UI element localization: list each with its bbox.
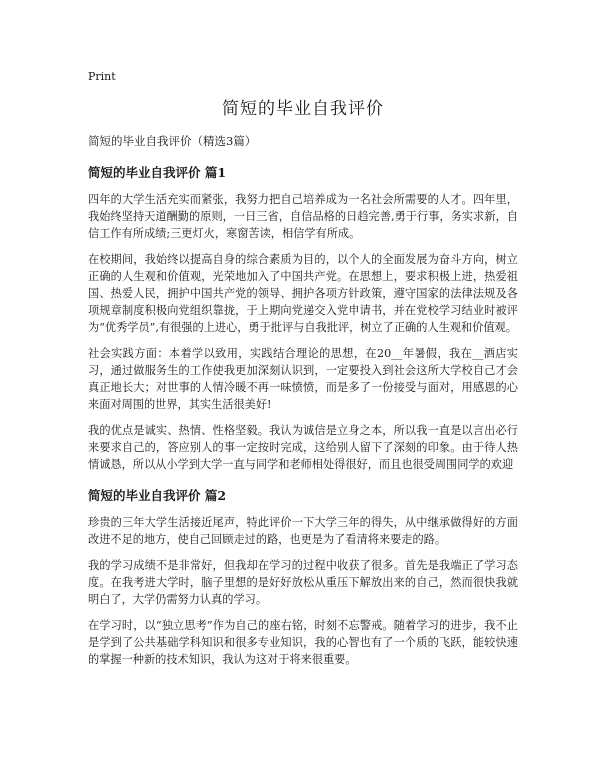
print-label: Print	[88, 70, 116, 83]
section-1	[88, 163, 518, 473]
document-subtitle: 简短的毕业自我评价（精选3篇）	[88, 134, 257, 148]
paragraph: 社会实践方面：本着学以致用，实践结合理论的思想，在20__年暑假，我在__酒店实习，通过做服务生的工作使我更加深刻认识到，一定要投入到社会这所大学校自己才会真正地长大；对世事的人情冷暖不再一味愤愤，而是多了一份接受与面对，用感恩的心来面对周围的世界，其实生活很美好!	[88, 347, 518, 411]
section-2	[88, 486, 518, 668]
section-heading: 简短的毕业自我评价 篇2	[88, 488, 227, 503]
paragraph: 我的学习成绩不是非常好，但我却在学习的过程中收获了很多。首先是我端正了学习态度。在我考进大学时，脑子里想的是好好放松从重压下解放出来的自己，然而很快我就明白了，大学仍需努力认真的学习。	[88, 559, 518, 606]
section-heading: 简短的毕业自我评价 篇1	[88, 165, 227, 180]
document-page	[88, 70, 518, 677]
paragraph: 在校期间，我始终以提高自身的综合素质为目的，以个人的全面发展为奋斗方向，树立正确的人生观和价值观，光荣地加入了中国共产党。在思想上，要求积极上进，热爱祖国、热爱人民，拥护中国共产党的领导、拥护各项方针政策，遵守国家的法律法规及各项规章制度积极向党组织靠拢，于上期向党递交入党申请书，并在党校学习结业时被评为“优秀学员”,有很强的上进心，勇于批评与自我批评，树立了正确的人生观和价值观。	[88, 253, 518, 334]
paragraph: 珍贵的三年大学生活接近尾声，特此评价一下大学三年的得失，从中继承做得好的方面改进不足的地方，使自己回顾走过的路，也更是为了看清将来要走的路。	[88, 516, 518, 546]
paragraph: 在学习时，以“独立思考”作为自己的座右铭，时刻不忘警戒。随着学习的进步，我不止是学到了公共基础学科知识和很多专业知识，我的心智也有了一个质的飞跃，能较快速的掌握一种新的技术知识，我认为这对于将来很重要。	[88, 619, 518, 666]
paragraph: 四年的大学生活充实而紧张，我努力把自己培养成为一名社会所需要的人才。四年里，我始终坚持天道酬勤的原则，一日三省，自信品格的日趋完善,勇于行事，务实求新，自信工作有所成绩;三更灯火，寒窗苦读，相信学有所成。	[88, 193, 518, 240]
paragraph: 我的优点是诚实、热情、性格坚毅。我认为诚信是立身之本，所以我一直是以言出必行来要求自己的，答应别人的事一定按时完成，这给别人留下了深刻的印象。由于待人热情诚恳，所以从小学到大学一直与同学和老师相处得很好，而且也很受周围同学的欢迎	[88, 424, 518, 471]
document-title: 简短的毕业自我评价	[222, 99, 384, 119]
